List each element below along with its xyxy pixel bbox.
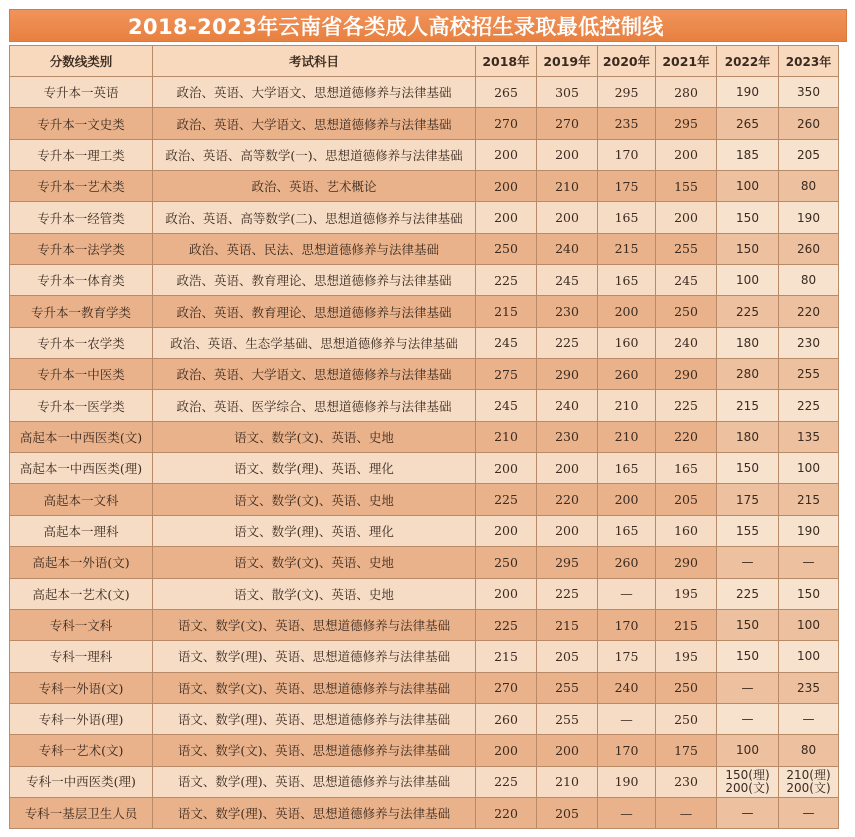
value-2019: 200 <box>537 515 598 546</box>
subjects-cell: 政治、英语、民法、思想道德修养与法律基础 <box>153 233 476 264</box>
value-2020: 240 <box>598 672 656 703</box>
table-row <box>10 421 839 452</box>
subjects-cell: 政治、英语、艺术概论 <box>153 171 476 202</box>
header-2023: 2023年 <box>779 46 839 77</box>
value-2022 <box>717 766 779 797</box>
value-2022: 225 <box>717 296 779 327</box>
table-row <box>10 735 839 766</box>
value-2023: 80 <box>779 735 839 766</box>
value-2023: 190 <box>779 515 839 546</box>
value-2020: — <box>598 703 656 734</box>
value-2021: 205 <box>656 484 717 515</box>
value-2020: 210 <box>598 390 656 421</box>
value-2023: 100 <box>779 453 839 484</box>
table-row <box>10 515 839 546</box>
value-2023: 80 <box>779 171 839 202</box>
value-2019: 240 <box>537 233 598 264</box>
value-2018: 220 <box>476 797 537 828</box>
value-2023: 80 <box>779 265 839 296</box>
value-2019: 245 <box>537 265 598 296</box>
table-row <box>10 672 839 703</box>
table-row <box>10 327 839 358</box>
value-2022: 175 <box>717 484 779 515</box>
category-cell: 专升本一农学类 <box>10 327 153 358</box>
value-2018: 200 <box>476 139 537 170</box>
value-2022: 150 <box>717 641 779 672</box>
table-row <box>10 609 839 640</box>
value-2018: 250 <box>476 233 537 264</box>
value-2018: 275 <box>476 359 537 390</box>
category-cell: 专升本一法学类 <box>10 233 153 264</box>
table-row <box>10 484 839 515</box>
table-row <box>10 171 839 202</box>
value-2021: 195 <box>656 578 717 609</box>
value-2019: 200 <box>537 202 598 233</box>
value-2022: 150 <box>717 202 779 233</box>
header-2022: 2022年 <box>717 46 779 77</box>
value-2023: 100 <box>779 641 839 672</box>
value-2019: 225 <box>537 327 598 358</box>
value-2021: 250 <box>656 672 717 703</box>
table-row <box>10 390 839 421</box>
value-2022: 100 <box>717 171 779 202</box>
value-2020: 200 <box>598 296 656 327</box>
value-2019: 200 <box>537 735 598 766</box>
value-2020: 260 <box>598 547 656 578</box>
value-2019: 230 <box>537 421 598 452</box>
value-2019: 295 <box>537 547 598 578</box>
value-line: 200(文) <box>725 780 770 795</box>
value-2020: 260 <box>598 359 656 390</box>
table-row <box>10 766 839 797</box>
category-cell: 专科一基层卫生人员 <box>10 797 153 828</box>
subjects-cell: 语文、数学(理)、英语、思想道德修养与法律基础 <box>153 641 476 672</box>
value-2021: 220 <box>656 421 717 452</box>
value-2019: 305 <box>537 77 598 108</box>
value-2022: 185 <box>717 139 779 170</box>
value-2023: 100 <box>779 609 839 640</box>
subjects-cell: 政治、英语、大学语文、思想道德修养与法律基础 <box>153 77 476 108</box>
value-2018: 245 <box>476 390 537 421</box>
value-2021: 165 <box>656 453 717 484</box>
table-row <box>10 547 839 578</box>
value-2022: 150 <box>717 233 779 264</box>
value-2023: 255 <box>779 359 839 390</box>
value-2019: 205 <box>537 797 598 828</box>
table-row <box>10 359 839 390</box>
header-2020: 2020年 <box>598 46 656 77</box>
subjects-cell: 语文、数学(文)、英语、思想道德修养与法律基础 <box>153 672 476 703</box>
category-cell: 高起本一中西医类(文) <box>10 421 153 452</box>
value-2018: 210 <box>476 421 537 452</box>
value-2018: 250 <box>476 547 537 578</box>
subjects-cell: 语文、数学(文)、英语、史地 <box>153 421 476 452</box>
value-2018: 245 <box>476 327 537 358</box>
value-2020: 295 <box>598 77 656 108</box>
header-row <box>10 46 839 77</box>
value-2023 <box>779 766 839 797</box>
header-subjects: 考试科目 <box>153 46 476 77</box>
value-2023: — <box>779 547 839 578</box>
value-2020: 165 <box>598 453 656 484</box>
value-2022: — <box>717 547 779 578</box>
subjects-cell: 语文、数学(文)、英语、史地 <box>153 484 476 515</box>
table-row <box>10 233 839 264</box>
value-2021: 240 <box>656 327 717 358</box>
value-2023: 225 <box>779 390 839 421</box>
subjects-cell: 政治、英语、教育理论、思想道德修养与法律基础 <box>153 296 476 327</box>
value-2023: 190 <box>779 202 839 233</box>
category-cell: 高起本一艺术(文) <box>10 578 153 609</box>
category-cell: 专科一艺术(文) <box>10 735 153 766</box>
category-cell: 专升本一英语 <box>10 77 153 108</box>
title-banner <box>9 9 847 42</box>
category-cell: 专科一文科 <box>10 609 153 640</box>
table-row <box>10 578 839 609</box>
value-2021: 200 <box>656 202 717 233</box>
header-2018: 2018年 <box>476 46 537 77</box>
category-cell: 高起本一中西医类(理) <box>10 453 153 484</box>
table-row <box>10 797 839 828</box>
value-2023: — <box>779 797 839 828</box>
category-cell: 专科一中西医类(理) <box>10 766 153 797</box>
value-2019: 230 <box>537 296 598 327</box>
value-2022: 100 <box>717 735 779 766</box>
value-2021: 245 <box>656 265 717 296</box>
value-2018: 225 <box>476 766 537 797</box>
subjects-cell: 语文、数学(理)、英语、理化 <box>153 453 476 484</box>
value-2023: 350 <box>779 77 839 108</box>
value-2019: 225 <box>537 578 598 609</box>
value-2021: 195 <box>656 641 717 672</box>
header-category: 分数线类别 <box>10 46 153 77</box>
category-cell: 高起本一理科 <box>10 515 153 546</box>
value-2020: 235 <box>598 108 656 139</box>
table-row <box>10 108 839 139</box>
value-2022: 280 <box>717 359 779 390</box>
value-line: 200(文) <box>786 780 831 795</box>
value-2018: 200 <box>476 578 537 609</box>
value-2019: 215 <box>537 609 598 640</box>
value-2023: 150 <box>779 578 839 609</box>
category-cell: 专升本一文史类 <box>10 108 153 139</box>
subjects-cell: 语文、数学(理)、英语、思想道德修养与法律基础 <box>153 766 476 797</box>
subjects-cell: 语文、数学(理)、英语、思想道德修养与法律基础 <box>153 797 476 828</box>
category-cell: 专升本一理工类 <box>10 139 153 170</box>
value-2021: 230 <box>656 766 717 797</box>
subjects-cell: 语文、数学(文)、英语、史地 <box>153 547 476 578</box>
value-2018: 200 <box>476 453 537 484</box>
value-2022: 265 <box>717 108 779 139</box>
subjects-cell: 政治、英语、高等数学(二)、思想道德修养与法律基础 <box>153 202 476 233</box>
value-2023: 260 <box>779 108 839 139</box>
table-row <box>10 202 839 233</box>
subjects-cell: 语文、数学(理)、英语、理化 <box>153 515 476 546</box>
value-2021: 215 <box>656 609 717 640</box>
value-2020: 170 <box>598 609 656 640</box>
category-cell: 专科一外语(理) <box>10 703 153 734</box>
value-2022: 150 <box>717 609 779 640</box>
value-2020: 175 <box>598 641 656 672</box>
value-2022: 180 <box>717 327 779 358</box>
value-2019: 210 <box>537 766 598 797</box>
subjects-cell: 语文、数学(理)、英语、思想道德修养与法律基础 <box>153 703 476 734</box>
value-2023: 135 <box>779 421 839 452</box>
value-2020: 165 <box>598 265 656 296</box>
value-2018: 265 <box>476 77 537 108</box>
value-2020: 165 <box>598 515 656 546</box>
value-2020: 175 <box>598 171 656 202</box>
subjects-cell: 语文、散学(文)、英语、史地 <box>153 578 476 609</box>
score-table <box>9 45 839 829</box>
value-2019: 240 <box>537 390 598 421</box>
value-2020: — <box>598 797 656 828</box>
value-2020: 200 <box>598 484 656 515</box>
value-2018: 200 <box>476 171 537 202</box>
value-2018: 200 <box>476 515 537 546</box>
value-2022: 180 <box>717 421 779 452</box>
value-2020: 210 <box>598 421 656 452</box>
category-cell: 高起本一文科 <box>10 484 153 515</box>
value-2023: — <box>779 703 839 734</box>
value-line: 210(理) <box>786 767 831 782</box>
category-cell: 专升本一体育类 <box>10 265 153 296</box>
table-row <box>10 139 839 170</box>
subjects-cell: 政治、英语、高等数学(一)、思想道德修养与法律基础 <box>153 139 476 170</box>
value-2018: 260 <box>476 703 537 734</box>
category-cell: 专科一理科 <box>10 641 153 672</box>
value-2018: 225 <box>476 265 537 296</box>
table-row <box>10 265 839 296</box>
value-2018: 215 <box>476 296 537 327</box>
value-2023: 230 <box>779 327 839 358</box>
value-2019: 255 <box>537 672 598 703</box>
value-2020: 215 <box>598 233 656 264</box>
category-cell: 专科一外语(文) <box>10 672 153 703</box>
value-2023: 205 <box>779 139 839 170</box>
subjects-cell: 语文、数学(文)、英语、思想道德修养与法律基础 <box>153 609 476 640</box>
value-2019: 270 <box>537 108 598 139</box>
value-2020: — <box>598 578 656 609</box>
subjects-cell: 语文、数学(文)、英语、思想道德修养与法律基础 <box>153 735 476 766</box>
value-2023: 220 <box>779 296 839 327</box>
value-2021: 250 <box>656 703 717 734</box>
value-2022: 100 <box>717 265 779 296</box>
value-2019: 290 <box>537 359 598 390</box>
value-2023: 215 <box>779 484 839 515</box>
value-2019: 200 <box>537 453 598 484</box>
value-2019: 200 <box>537 139 598 170</box>
value-2022: 150 <box>717 453 779 484</box>
value-2021: 200 <box>656 139 717 170</box>
value-line: 150(理) <box>725 767 770 782</box>
value-2018: 215 <box>476 641 537 672</box>
table-row <box>10 296 839 327</box>
category-cell: 专升本一艺术类 <box>10 171 153 202</box>
table-row <box>10 641 839 672</box>
subjects-cell: 政治、英语、医学综合、思想道德修养与法律基础 <box>153 390 476 421</box>
category-cell: 专升本一医学类 <box>10 390 153 421</box>
value-2021: — <box>656 797 717 828</box>
value-2018: 225 <box>476 484 537 515</box>
value-2021: 250 <box>656 296 717 327</box>
table-row <box>10 77 839 108</box>
value-2018: 270 <box>476 108 537 139</box>
value-2019: 210 <box>537 171 598 202</box>
category-cell: 专升本一中医类 <box>10 359 153 390</box>
subjects-cell: 政治、英语、大学语文、思想道德修养与法律基础 <box>153 108 476 139</box>
value-2019: 255 <box>537 703 598 734</box>
value-2022: — <box>717 672 779 703</box>
value-2022: — <box>717 797 779 828</box>
value-2020: 160 <box>598 327 656 358</box>
value-2020: 170 <box>598 139 656 170</box>
category-cell: 专升本一经管类 <box>10 202 153 233</box>
value-2022: 190 <box>717 77 779 108</box>
value-2020: 190 <box>598 766 656 797</box>
value-2021: 225 <box>656 390 717 421</box>
value-2018: 225 <box>476 609 537 640</box>
value-2020: 170 <box>598 735 656 766</box>
value-2021: 295 <box>656 108 717 139</box>
header-2019: 2019年 <box>537 46 598 77</box>
table-body <box>10 77 839 829</box>
table-row <box>10 703 839 734</box>
value-2021: 290 <box>656 547 717 578</box>
value-2023: 235 <box>779 672 839 703</box>
subjects-cell: 政浩、英语、教育理论、思想道德修养与法律基础 <box>153 265 476 296</box>
value-2021: 255 <box>656 233 717 264</box>
value-2021: 175 <box>656 735 717 766</box>
value-2021: 160 <box>656 515 717 546</box>
value-2021: 290 <box>656 359 717 390</box>
value-2021: 155 <box>656 171 717 202</box>
subjects-cell: 政治、英语、生态学基础、思想道德修养与法律基础 <box>153 327 476 358</box>
value-2023: 260 <box>779 233 839 264</box>
value-2018: 200 <box>476 202 537 233</box>
value-2019: 205 <box>537 641 598 672</box>
value-2022: 225 <box>717 578 779 609</box>
value-2022: — <box>717 703 779 734</box>
header-2021: 2021年 <box>656 46 717 77</box>
value-2018: 200 <box>476 735 537 766</box>
subjects-cell: 政治、英语、大学语文、思想道德修养与法律基础 <box>153 359 476 390</box>
category-cell: 专升本一教育学类 <box>10 296 153 327</box>
value-2022: 155 <box>717 515 779 546</box>
table-title: 2018-2023年云南省各类成人高校招生录取最低控制线 <box>128 14 664 39</box>
value-2019: 220 <box>537 484 598 515</box>
value-2018: 270 <box>476 672 537 703</box>
table-row <box>10 453 839 484</box>
value-2022: 215 <box>717 390 779 421</box>
category-cell: 高起本一外语(文) <box>10 547 153 578</box>
value-2020: 165 <box>598 202 656 233</box>
value-2021: 280 <box>656 77 717 108</box>
